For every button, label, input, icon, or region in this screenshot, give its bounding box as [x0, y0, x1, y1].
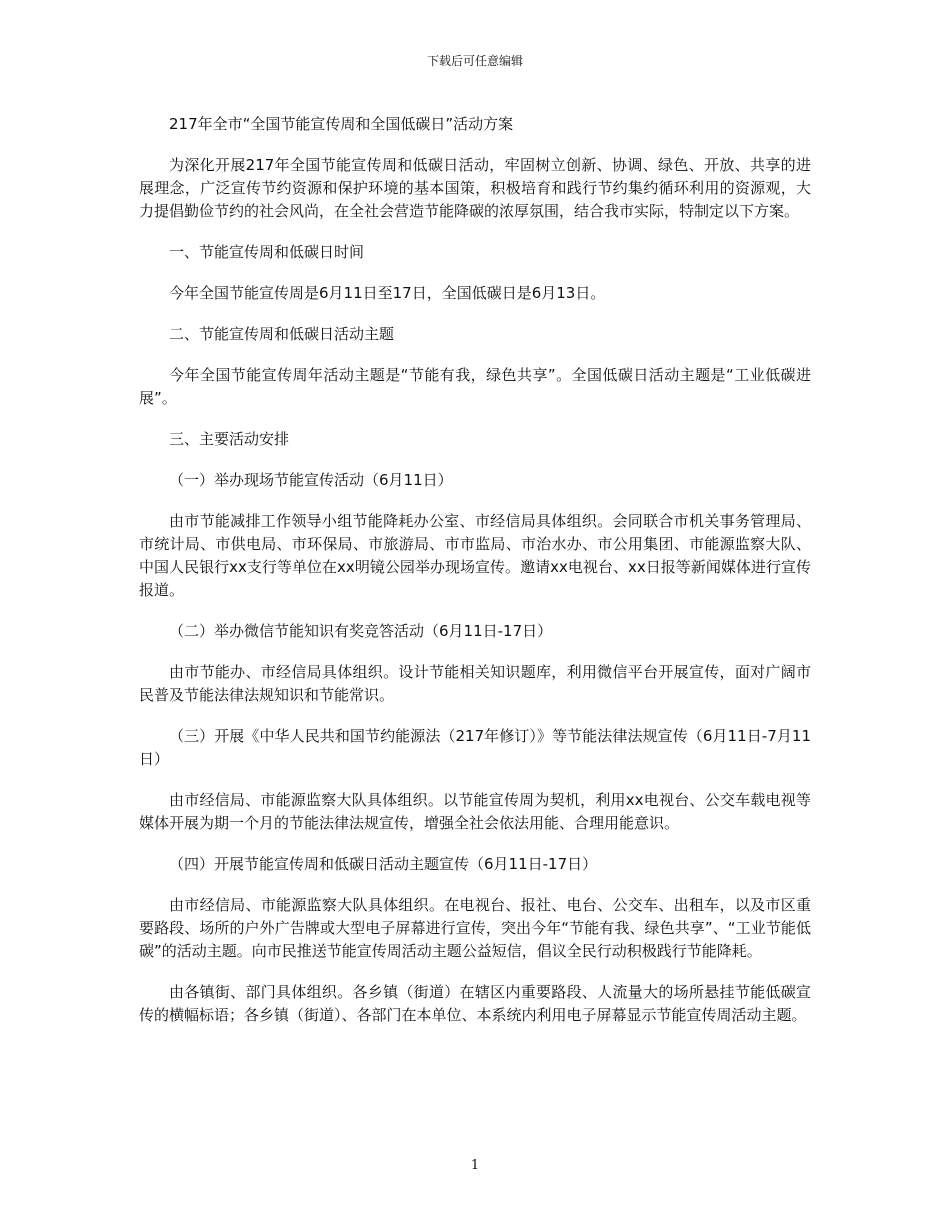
subheading-activity-2: （二）举办微信节能知识有奖竞答活动（6月11日-17日） — [169, 622, 553, 640]
section-heading-1: 一、节能宣传周和低碳日时间 — [169, 243, 365, 261]
subheading-activity-3: （三）开展《中华人民共和国节约能源法（217年修订）》等节能法律法规宣传（6月11日-7月11日） — [139, 727, 811, 768]
paragraph-activity-4b: 由各镇街、部门具体组织。各乡镇（街道）在辖区内重要路段、人流量大的场所悬挂节能低碳宣传的横幅标语；各乡镇（街道）、各部门在本单位、本系统内利用电子屏幕显示节能宣传周活动主题。 — [139, 983, 811, 1024]
paragraph-activity-2: 由市节能办、市经信局具体组织。设计节能相关知识题库，利用微信平台开展宣传，面对广阔市民普及节能法律法规知识和节能常识。 — [139, 663, 811, 704]
paragraph-intro: 为深化开展217年全国节能宣传周和低碳日活动，牢固树立创新、协调、绿色、开放、共享的进展理念，广泛宣传节约资源和保护环境的基本国策，积极培育和践行节约集约循环利用的资源观，大力提倡勤俭节约的社会风尚，在全社会营造节能降碳的浓厚氛围，结合我市实际，特制定以下方案。 — [139, 156, 811, 220]
paragraph-activity-4a: 由市经信局、市能源监察大队具体组织。在电视台、报社、电台、公交车、出租车，以及市区重要路段、场所的户外广告牌或大型电子屏幕进行宣传，突出今年“节能有我、绿色共享”、“工业节能低碳”的活动主题。向市民推送节能宣传周活动主题公益短信，倡议全民行动积极践行节能降耗。 — [139, 896, 811, 960]
running-header: 下载后可任意编辑 — [426, 54, 523, 68]
paragraph-theme: 今年全国节能宣传周年活动主题是“节能有我，绿色共享”。全国低碳日活动主题是“工业低碳进展”。 — [139, 366, 811, 407]
document-title: 217年全市“全国节能宣传周和全国低碳日”活动方案 — [169, 115, 514, 133]
section-heading-2: 二、节能宣传周和低碳日活动主题 — [169, 325, 395, 343]
section-heading-3: 三、主要活动安排 — [169, 430, 290, 448]
paragraph-activity-1: 由市节能减排工作领导小组节能降耗办公室、市经信局具体组织。会同联合市机关事务管理局、市统计局、市供电局、市环保局、市旅游局、市市监局、市治水办、市公用集团、市能源监察大队、中国人民银行xx支行等单位在xx明镜公园举办现场宣传。邀请xx电视台、xx日报等新闻媒体进行宣传报道。 — [139, 512, 811, 599]
subheading-activity-4: （四）开展节能宣传周和低碳日活动主题宣传（6月11日-17日） — [169, 855, 598, 873]
paragraph-activity-3: 由市经信局、市能源监察大队具体组织。以节能宣传周为契机，利用xx电视台、公交车载电视等媒体开展为期一个月的节能法律法规宣传，增强全社会依法用能、合理用能意识。 — [139, 791, 811, 832]
subheading-activity-1: （一）举办现场节能宣传活动（6月11日） — [169, 471, 453, 489]
document-body — [139, 113, 811, 1045]
paragraph-dates: 今年全国节能宣传周是6月11日至17日，全国低碳日是6月13日。 — [169, 284, 606, 302]
page-number: 1 — [470, 1158, 480, 1173]
